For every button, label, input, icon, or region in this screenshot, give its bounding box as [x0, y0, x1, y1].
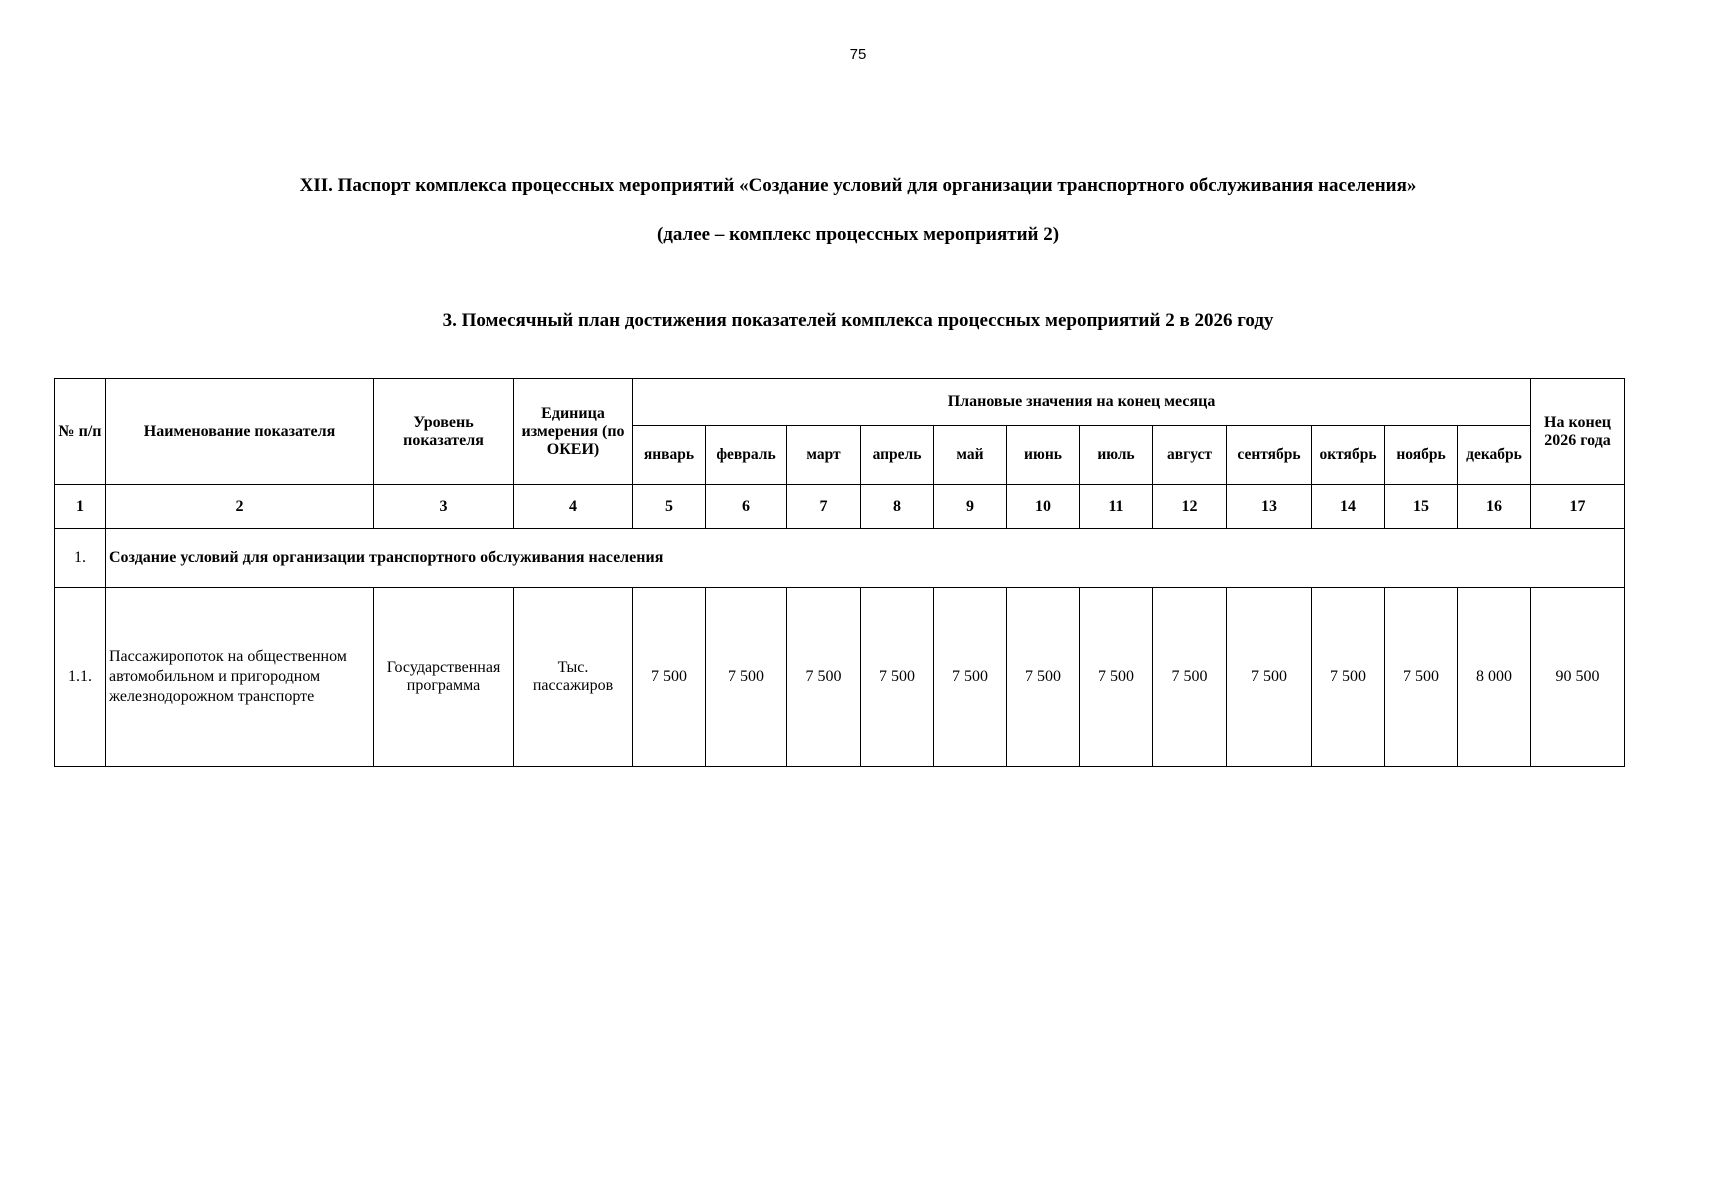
- table-row: [55, 588, 1625, 767]
- header-month: март: [787, 426, 861, 485]
- header-unit: Единица измерения (по ОКЕИ): [514, 379, 633, 485]
- row-month-value: 7 500: [1007, 588, 1080, 767]
- column-number: 14: [1312, 485, 1385, 529]
- row-month-value: 7 500: [1153, 588, 1227, 767]
- row-num: 1.1.: [55, 588, 106, 767]
- row-month-value: 7 500: [633, 588, 706, 767]
- header-month: июнь: [1007, 426, 1080, 485]
- table-title: 3. Помесячный план достижения показателей комплекса процессных мероприятий 2 в 2026 году: [442, 310, 1274, 331]
- header-indicator-name: Наименование показателя: [106, 379, 374, 485]
- header-month: май: [934, 426, 1007, 485]
- header-year-end: На конец 2026 года: [1531, 379, 1625, 485]
- row-month-value: 8 000: [1458, 588, 1531, 767]
- row-month-value: 7 500: [1312, 588, 1385, 767]
- section-row: [55, 529, 1625, 588]
- row-month-value: 7 500: [1385, 588, 1458, 767]
- row-indicator-name: Пассажиропоток на общественном автомобильном и пригородном железнодорожном транспорте: [106, 588, 374, 767]
- document-title: XII. Паспорт комплекса процессных мероприятий «Создание условий для организации транспортного обслуживания населения»: [299, 175, 1417, 196]
- column-numbers-row: [55, 485, 1625, 529]
- column-number: 7: [787, 485, 861, 529]
- header-month: сентябрь: [1227, 426, 1312, 485]
- row-month-value: 7 500: [1080, 588, 1153, 767]
- header-num: № п/п: [55, 379, 106, 485]
- header-row: [55, 379, 1625, 426]
- column-number: 8: [861, 485, 934, 529]
- column-number: 4: [514, 485, 633, 529]
- header-month: ноябрь: [1385, 426, 1458, 485]
- column-number: 11: [1080, 485, 1153, 529]
- header-month: август: [1153, 426, 1227, 485]
- page-number: 75: [849, 46, 867, 63]
- section-num: 1.: [55, 529, 106, 588]
- column-number: 9: [934, 485, 1007, 529]
- column-number: 2: [106, 485, 374, 529]
- column-number: 13: [1227, 485, 1312, 529]
- column-number: 3: [374, 485, 514, 529]
- column-number: 1: [55, 485, 106, 529]
- column-number: 17: [1531, 485, 1625, 529]
- row-month-value: 7 500: [934, 588, 1007, 767]
- row-unit: Тыс. пассажиров: [514, 588, 633, 767]
- header-month: октябрь: [1312, 426, 1385, 485]
- column-number: 16: [1458, 485, 1531, 529]
- header-month: июль: [1080, 426, 1153, 485]
- row-indicator-level: Государственная программа: [374, 588, 514, 767]
- header-month: апрель: [861, 426, 934, 485]
- column-number: 6: [706, 485, 787, 529]
- header-month: декабрь: [1458, 426, 1531, 485]
- row-month-value: 7 500: [1227, 588, 1312, 767]
- row-month-value: 7 500: [787, 588, 861, 767]
- header-month: февраль: [706, 426, 787, 485]
- row-month-value: 7 500: [706, 588, 787, 767]
- column-number: 10: [1007, 485, 1080, 529]
- section-name: Создание условий для организации транспортного обслуживания населения: [106, 529, 1625, 588]
- column-number: 15: [1385, 485, 1458, 529]
- document-subtitle: (далее – комплекс процессных мероприятий 2): [656, 224, 1060, 245]
- monthly-plan-table: [54, 378, 1625, 767]
- column-number: 5: [633, 485, 706, 529]
- header-indicator-level: Уровень показателя: [374, 379, 514, 485]
- column-number: 12: [1153, 485, 1227, 529]
- row-year-end-value: 90 500: [1531, 588, 1625, 767]
- row-month-value: 7 500: [861, 588, 934, 767]
- header-monthly-group: Плановые значения на конец месяца: [633, 379, 1531, 426]
- header-month: январь: [633, 426, 706, 485]
